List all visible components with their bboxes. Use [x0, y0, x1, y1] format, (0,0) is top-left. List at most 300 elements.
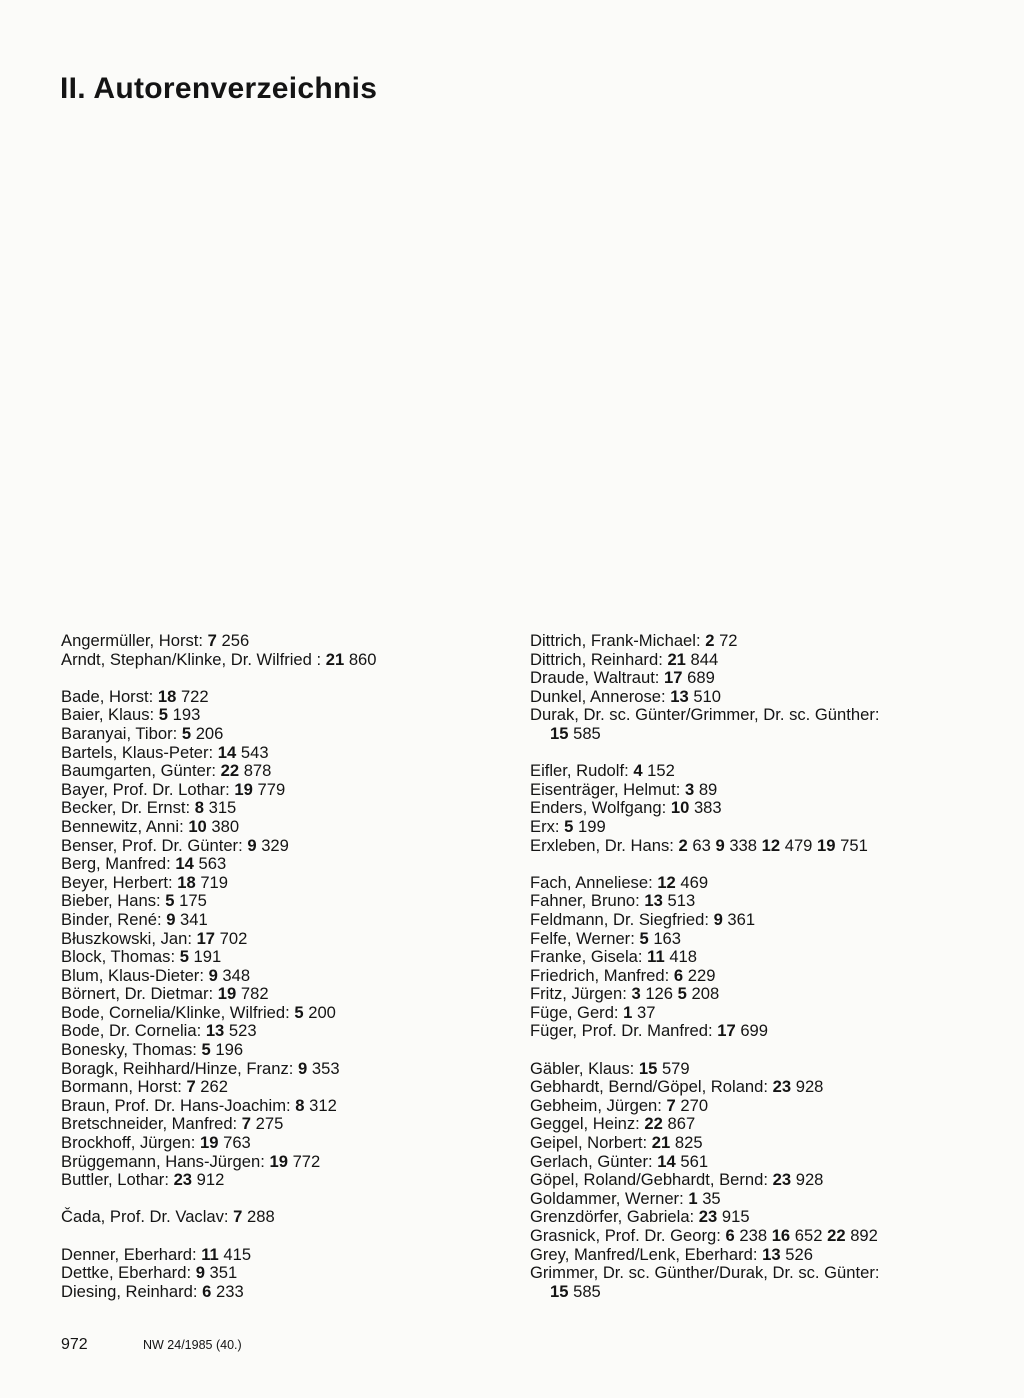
- page-reference: 513: [667, 891, 696, 911]
- index-entry: [61, 855, 501, 874]
- page-reference: 844: [690, 649, 719, 669]
- author-name: Goldammer, Werner:: [530, 1188, 684, 1208]
- page-reference: 563: [198, 854, 227, 874]
- reference-list: [758, 1245, 813, 1264]
- author-name: Füger, Prof. Dr. Manfred:: [530, 1021, 713, 1041]
- issue-number: 14: [175, 854, 194, 874]
- author-name: Braun, Prof. Dr. Hans-Joachim:: [61, 1095, 291, 1115]
- index-entry: [61, 1078, 501, 1097]
- author-name: Durak, Dr. sc. Günter/Grimmer, Dr. sc. Günther:: [530, 705, 880, 725]
- reference-list: [195, 1133, 250, 1152]
- issue-number: 7: [241, 1114, 252, 1134]
- reference-list: [768, 1170, 823, 1189]
- author-name: Gebhardt, Bernd/Göpel, Roland:: [530, 1077, 768, 1097]
- reference-list: [192, 929, 247, 948]
- index-entry: [61, 1060, 501, 1079]
- issue-number: 12: [761, 835, 781, 855]
- page-reference: 126: [645, 984, 673, 1004]
- index-entry: [530, 1171, 970, 1190]
- index-entry: [530, 967, 970, 986]
- author-name: Baranyai, Tibor:: [61, 723, 178, 743]
- page-reference: 175: [179, 891, 207, 911]
- author-name: Bennewitz, Anni:: [61, 816, 184, 836]
- reference-list: [768, 1077, 823, 1096]
- index-entry: [530, 818, 970, 837]
- reference-list: [175, 947, 221, 966]
- author-name: Binder, René:: [61, 909, 162, 929]
- page-reference: 510: [693, 686, 722, 706]
- page-reference: 199: [578, 816, 606, 836]
- page-reference: 418: [669, 947, 697, 967]
- page-reference: 262: [200, 1077, 228, 1097]
- reference-list: [640, 1114, 695, 1133]
- page-reference: 361: [727, 909, 756, 929]
- index-entry: [61, 1246, 501, 1265]
- index-entry: [61, 1115, 501, 1134]
- index-entry: [61, 948, 501, 967]
- reference-list: [635, 929, 681, 948]
- issue-number: 7: [186, 1077, 196, 1097]
- author-name: Füge, Gerd:: [530, 1002, 619, 1022]
- author-name: Draude, Waltraut:: [530, 668, 660, 688]
- page-reference: 779: [257, 779, 286, 799]
- index-entry: [530, 1022, 970, 1041]
- author-name: Fritz, Jürgen:: [530, 984, 627, 1004]
- index-group: [530, 1060, 970, 1302]
- index-entry: [530, 911, 970, 930]
- issue-number: 13: [644, 891, 663, 911]
- index-entry: [61, 874, 501, 893]
- page-reference: 722: [180, 686, 209, 706]
- reference-list: [229, 1207, 275, 1226]
- issue-number: 11: [201, 1244, 219, 1264]
- page-reference: 37: [637, 1002, 656, 1022]
- reference-list: [169, 1170, 224, 1189]
- issue-number: 4: [633, 761, 643, 781]
- index-entry: [530, 1190, 970, 1209]
- page-reference: 689: [687, 668, 715, 688]
- page-reference: 702: [219, 928, 248, 948]
- reference-list: [713, 1021, 768, 1040]
- issue-number: 8: [295, 1095, 305, 1115]
- page-reference: 585: [573, 723, 601, 743]
- page-reference: 561: [680, 1151, 709, 1171]
- author-name: Buttler, Lothar:: [61, 1170, 169, 1190]
- index-entry: [61, 651, 501, 670]
- issue-number: 9: [715, 835, 725, 855]
- reference-list: [197, 1040, 243, 1059]
- author-name: Arndt, Stephan/Klinke, Dr. Wilfried :: [61, 649, 322, 669]
- author-name: Franke, Gisela:: [530, 947, 643, 967]
- reference-list: [198, 1282, 244, 1301]
- index-entry: [61, 1022, 501, 1041]
- page-reference: 208: [691, 984, 720, 1004]
- index-entry: [61, 967, 501, 986]
- page-reference: 238: [739, 1226, 768, 1245]
- page-reference: 825: [674, 1133, 703, 1153]
- reference-list: [640, 891, 695, 910]
- index-entry: [530, 1246, 970, 1265]
- author-name: Gäbler, Klaus:: [530, 1058, 635, 1078]
- reference-list: [680, 780, 717, 799]
- index-entry: [530, 799, 970, 818]
- reference-list: [666, 798, 721, 817]
- page-reference: 699: [740, 1021, 769, 1041]
- index-entry: [530, 1004, 970, 1023]
- issue-number: 7: [207, 631, 217, 650]
- issue-number: 19: [269, 1151, 288, 1171]
- issue-number: 13: [205, 1021, 225, 1041]
- page-reference: 348: [222, 965, 251, 985]
- issue-number: 15: [550, 1281, 569, 1301]
- issue-number: 13: [762, 1244, 781, 1264]
- index-group: [530, 632, 970, 744]
- issue-number: 23: [772, 1170, 792, 1190]
- index-entry: [61, 688, 501, 707]
- reference-list: [203, 631, 249, 650]
- reference-list: [694, 1207, 749, 1226]
- issue-number: 5: [201, 1040, 211, 1060]
- index-entry: [61, 911, 501, 930]
- reference-list: [201, 1021, 256, 1040]
- author-name: Denner, Eberhard:: [61, 1244, 197, 1264]
- reference-list: [191, 1263, 237, 1282]
- issue-number: 22: [220, 761, 240, 781]
- page-reference: 233: [216, 1281, 244, 1301]
- reference-list: [197, 1245, 251, 1264]
- page-reference: 329: [261, 835, 289, 855]
- issue-number: 6: [673, 965, 684, 985]
- reference-list: [237, 1114, 283, 1133]
- page-reference: 353: [311, 1058, 340, 1078]
- page-reference: 751: [840, 835, 868, 855]
- page-reference: 191: [193, 947, 222, 967]
- issue-number: 19: [234, 779, 253, 799]
- issue-number: 5: [158, 705, 169, 725]
- index-entry: [530, 632, 970, 651]
- reference-list: [721, 1226, 878, 1245]
- index-column-right: [530, 632, 970, 1301]
- page-reference: 415: [223, 1244, 252, 1264]
- reference-list: [182, 1077, 228, 1096]
- author-name: Dittrich, Reinhard:: [530, 649, 663, 669]
- page-reference: 383: [693, 798, 722, 818]
- page-reference: 719: [200, 872, 229, 892]
- index-entry: [530, 948, 970, 967]
- reference-list: [634, 1059, 689, 1078]
- index-entry: [530, 1078, 970, 1097]
- index-entry: [530, 1134, 970, 1153]
- page-reference: 35: [702, 1188, 721, 1208]
- reference-list: [560, 817, 606, 836]
- reference-list: [171, 854, 226, 873]
- issue-number: 15: [638, 1058, 658, 1078]
- reference-list: [293, 1059, 339, 1078]
- index-entry: [61, 1264, 501, 1283]
- issue-number: 1: [623, 1002, 633, 1022]
- issue-number: 9: [208, 965, 218, 985]
- index-entry: [530, 688, 970, 707]
- author-name: Diesing, Reinhard:: [61, 1281, 198, 1301]
- issue-number: 10: [670, 798, 690, 818]
- issue-number: 9: [298, 1058, 308, 1078]
- index-entry: [530, 651, 970, 670]
- index-group: [530, 762, 970, 855]
- author-name: Dettke, Eberhard:: [61, 1263, 192, 1283]
- page-title: II. Autorenverzeichnis: [60, 72, 378, 105]
- issue-number: 9: [713, 909, 723, 929]
- page-reference: 312: [309, 1095, 337, 1115]
- issue-number: 10: [188, 816, 207, 836]
- author-name: Erx:: [530, 816, 560, 836]
- author-name: Bretschneider, Manfred:: [61, 1114, 238, 1134]
- page-reference: 163: [653, 928, 681, 948]
- issue-number: 23: [698, 1207, 718, 1227]
- author-name: Block, Thomas:: [61, 947, 176, 967]
- reference-list: [530, 1283, 970, 1302]
- reference-list: [701, 631, 738, 650]
- author-name: Beyer, Herbert:: [61, 872, 173, 892]
- index-entry: [61, 837, 501, 856]
- index-group: [61, 1208, 501, 1227]
- index-entry: [530, 892, 970, 911]
- page-reference: 89: [698, 779, 718, 799]
- page-reference: 652: [794, 1226, 823, 1245]
- index-entry: [61, 1004, 501, 1023]
- index-entry: [61, 781, 501, 800]
- issue-number: 2: [678, 835, 688, 855]
- index-group: [61, 688, 501, 1190]
- page-reference: 338: [729, 835, 757, 855]
- issue-number: 17: [664, 668, 683, 688]
- index-entry: [530, 930, 970, 949]
- index-entry: [61, 1097, 501, 1116]
- page-reference: 860: [348, 649, 377, 669]
- page-reference: 469: [680, 872, 709, 892]
- author-name: Blum, Klaus-Dieter:: [61, 965, 204, 985]
- index-entry: [61, 1208, 501, 1227]
- reference-list: [684, 1189, 721, 1208]
- author-name: Angermüller, Horst:: [61, 631, 204, 650]
- page-reference: 523: [228, 1021, 257, 1041]
- page-reference: 928: [795, 1077, 824, 1097]
- issue-number: 18: [157, 686, 177, 706]
- reference-list: [674, 836, 868, 855]
- page-reference: 315: [208, 798, 237, 818]
- index-column-left: [61, 632, 501, 1301]
- page-reference: 928: [795, 1170, 824, 1190]
- issue-number: 21: [325, 649, 345, 669]
- author-name: Geggel, Heinz:: [530, 1114, 640, 1134]
- issue-number: 12: [657, 872, 676, 892]
- author-name: Benser, Prof. Dr. Günter:: [61, 835, 243, 855]
- issue-number: 5: [564, 816, 574, 836]
- index-entry: [530, 762, 970, 781]
- issue-number: 3: [631, 984, 641, 1004]
- page-footer: [61, 1335, 242, 1355]
- page-reference: 763: [223, 1133, 251, 1153]
- reference-list: [153, 687, 208, 706]
- reference-list: [647, 1133, 702, 1152]
- reference-list: [530, 725, 970, 744]
- author-name: Becker, Dr. Ernst:: [61, 798, 191, 818]
- reference-list: [190, 798, 236, 817]
- issue-number: 18: [177, 872, 196, 892]
- reference-list: [213, 743, 268, 762]
- author-name: Čada, Prof. Dr. Vaclav:: [61, 1207, 229, 1227]
- author-name: Brockhoff, Jürgen:: [61, 1133, 196, 1153]
- page-reference: 892: [850, 1226, 878, 1245]
- index-entry: [530, 874, 970, 893]
- page-reference: 63: [692, 835, 711, 855]
- author-name: Bode, Dr. Cornelia:: [61, 1021, 202, 1041]
- index-entry: [61, 818, 501, 837]
- author-name: Gerlach, Günter:: [530, 1151, 653, 1171]
- author-name: Fach, Anneliese:: [530, 872, 653, 892]
- issue-number: 5: [677, 984, 687, 1004]
- author-name: Baumgarten, Günter:: [61, 761, 216, 781]
- reference-list: [619, 1003, 656, 1022]
- reference-list: [177, 724, 223, 743]
- author-name: Bayer, Prof. Dr. Lothar:: [61, 779, 230, 799]
- author-name: Grasnick, Prof. Dr. Georg:: [530, 1226, 721, 1245]
- author-name: Bormann, Horst:: [61, 1077, 182, 1097]
- index-group: [61, 632, 501, 669]
- issue-number: 15: [550, 723, 569, 743]
- issue-number: 11: [647, 947, 665, 967]
- author-name: Bode, Cornelia/Klinke, Wilfried:: [61, 1002, 290, 1022]
- author-name: Berg, Manfred:: [61, 854, 171, 874]
- author-name: Göpel, Roland/Gebhardt, Bernd:: [530, 1170, 768, 1190]
- issue-number: 19: [817, 835, 836, 855]
- author-name: Börnert, Dr. Dietmar:: [61, 984, 214, 1004]
- page-reference: 912: [196, 1170, 225, 1190]
- reference-list: [653, 1152, 708, 1171]
- reference-list: [184, 817, 239, 836]
- issue-number: 17: [717, 1021, 736, 1041]
- author-name: Dittrich, Frank-Michael:: [530, 631, 701, 650]
- issue-number: 9: [166, 909, 176, 929]
- index-group: [61, 1246, 501, 1302]
- index-entry: [530, 1153, 970, 1172]
- issue-number: 9: [195, 1263, 205, 1283]
- issue-number: 13: [670, 686, 689, 706]
- issue-number: 21: [667, 649, 686, 669]
- reference-list: [643, 947, 697, 966]
- reference-list: [290, 1003, 336, 1022]
- index-entry: [530, 985, 970, 1004]
- page-reference: 479: [784, 835, 813, 855]
- index-entry: [61, 1134, 501, 1153]
- reference-list: [709, 910, 755, 929]
- page-reference: 380: [211, 816, 240, 836]
- page-reference: 196: [215, 1040, 244, 1060]
- reference-list: [173, 873, 228, 892]
- author-name: Grimmer, Dr. sc. Günther/Durak, Dr. sc. Günter:: [530, 1263, 880, 1283]
- page-reference: 193: [172, 705, 201, 725]
- index-entry: [530, 1060, 970, 1079]
- issue-number: 14: [657, 1151, 676, 1171]
- issue-number: 3: [684, 779, 695, 799]
- index-entry: [530, 1097, 970, 1116]
- author-name: Grey, Manfred/Lenk, Eberhard:: [530, 1244, 758, 1264]
- issue-number: 14: [217, 742, 237, 762]
- page-reference: 867: [667, 1114, 696, 1134]
- issue-number: 17: [196, 928, 216, 948]
- author-name: Baier, Klaus:: [61, 705, 155, 725]
- author-name: Błuszkowski, Jan:: [61, 928, 192, 948]
- reference-list: [629, 761, 675, 780]
- index-entry: [61, 1153, 501, 1172]
- issue-number: 19: [217, 984, 237, 1004]
- author-name: Bonesky, Thomas:: [61, 1040, 197, 1060]
- reference-list: [243, 836, 289, 855]
- author-name: Bieber, Hans:: [61, 891, 161, 911]
- page-number: 972: [61, 1336, 88, 1353]
- author-name: Eisenträger, Helmut:: [530, 779, 681, 799]
- issue-reference: NW 24/1985 (40.): [143, 1338, 242, 1352]
- issue-number: 5: [165, 891, 175, 911]
- issue-number: 19: [200, 1133, 219, 1153]
- reference-list: [659, 668, 714, 687]
- page-reference: 878: [243, 761, 272, 781]
- index-entry: [61, 1041, 501, 1060]
- index-entry: [61, 762, 501, 781]
- reference-list: [216, 761, 271, 780]
- page-reference: 288: [247, 1207, 275, 1227]
- issue-number: 22: [644, 1114, 663, 1134]
- page-reference: 782: [240, 984, 269, 1004]
- author-name: Felfe, Werner:: [530, 928, 635, 948]
- page-reference: 351: [209, 1263, 238, 1283]
- issue-number: 7: [233, 1207, 243, 1227]
- index-entry: [530, 1208, 970, 1227]
- index-entry: [61, 1171, 501, 1190]
- issue-number: 16: [771, 1226, 791, 1245]
- reference-list: [669, 966, 715, 985]
- issue-number: 21: [651, 1133, 671, 1153]
- page-reference: 579: [661, 1058, 690, 1078]
- page-reference: 543: [240, 742, 269, 762]
- page-reference: 206: [195, 723, 224, 743]
- reference-list: [321, 650, 376, 669]
- page-reference: 275: [255, 1114, 284, 1134]
- issue-number: 5: [639, 928, 649, 948]
- author-name: Gebheim, Jürgen:: [530, 1095, 662, 1115]
- page-reference: 152: [647, 761, 675, 781]
- issue-number: 23: [173, 1170, 193, 1190]
- author-name: Boragk, Reihhard/Hinze, Franz:: [61, 1058, 294, 1078]
- author-name: Feldmann, Dr. Siegfried:: [530, 909, 709, 929]
- index-entry: [61, 744, 501, 763]
- reference-list: [161, 891, 207, 910]
- index-entry: [61, 799, 501, 818]
- author-name: Geipel, Norbert:: [530, 1133, 648, 1153]
- index-entry: [530, 1115, 970, 1134]
- issue-number: 5: [294, 1002, 304, 1022]
- author-name: Eifler, Rudolf:: [530, 761, 629, 781]
- issue-number: 6: [725, 1226, 735, 1245]
- index-entry: [61, 706, 501, 725]
- issue-number: 7: [666, 1095, 676, 1115]
- index-group: [530, 874, 970, 1041]
- reference-list: [265, 1152, 320, 1171]
- page-reference: 229: [687, 965, 716, 985]
- page-reference: 72: [719, 631, 738, 650]
- author-name: Brüggemann, Hans-Jürgen:: [61, 1151, 265, 1171]
- issue-number: 5: [179, 947, 189, 967]
- index-entry: [530, 1227, 970, 1246]
